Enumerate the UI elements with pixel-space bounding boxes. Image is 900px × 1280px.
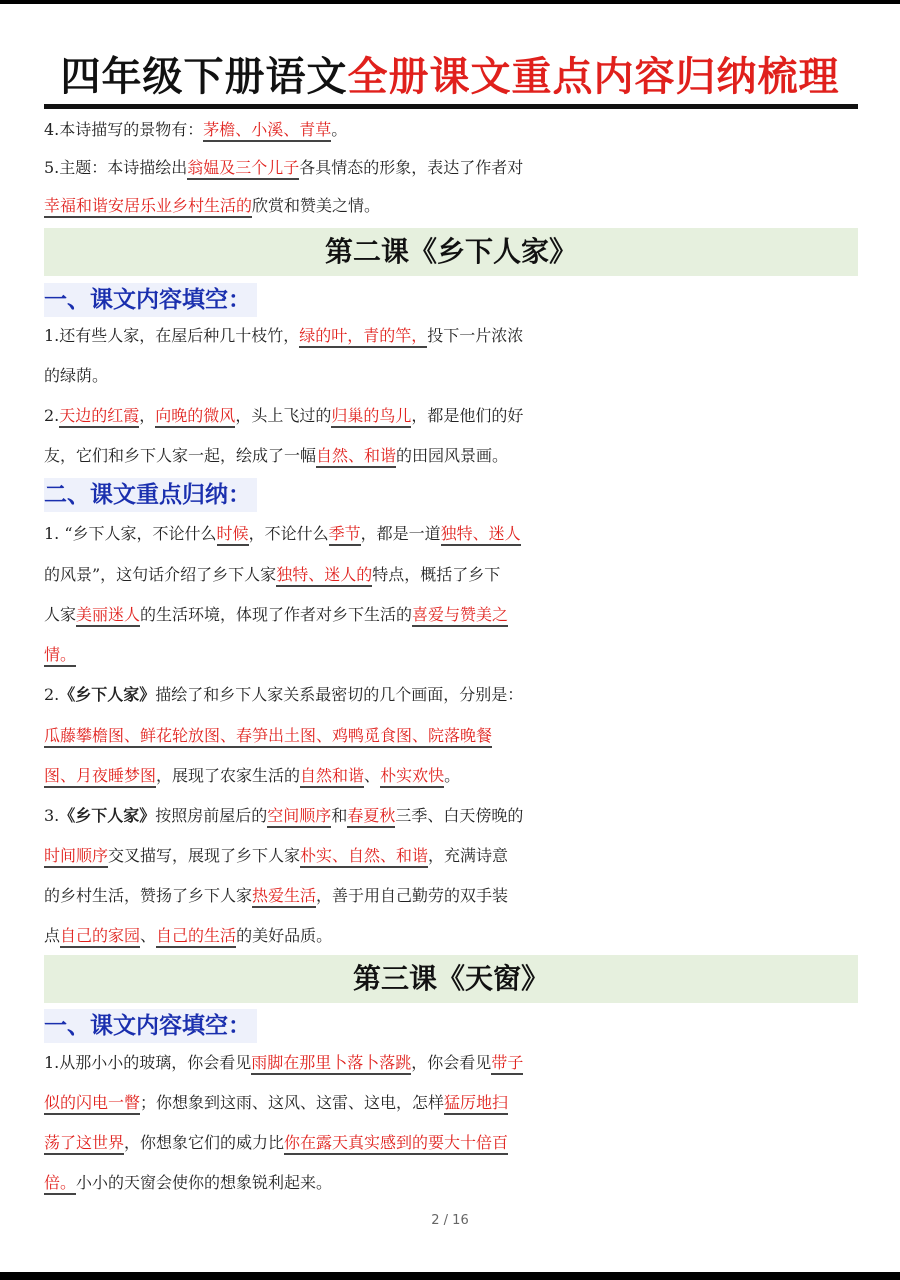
text: 4.本诗描写的景物有： <box>44 120 204 139</box>
text: ；你想象到这雨、这风、这雷、这电，怎样 <box>140 1093 445 1112</box>
answer: 归巢的鸟儿 <box>331 406 411 428</box>
p2-line3 <box>44 758 864 794</box>
answer: 情。 <box>44 645 76 667</box>
text: 各具情态的形象，表达了作者对 <box>299 158 524 177</box>
answer: 空间顺序 <box>267 806 331 828</box>
l3q1-line1 <box>44 1045 864 1081</box>
text: 1.从那小小的玻璃，你会看见 <box>44 1053 252 1072</box>
answer: 带子 <box>491 1053 523 1075</box>
answer: 雨脚在那里卜落卜落跳 <box>251 1053 411 1075</box>
text: 的乡村生活，赞扬了乡下人家 <box>44 886 253 905</box>
q2-line2 <box>44 438 864 474</box>
answer: 自己的家园 <box>60 926 140 948</box>
text: 。 <box>444 766 461 785</box>
p3-line4 <box>44 918 864 954</box>
text: ，不论什么 <box>248 524 329 543</box>
text: ，都是他们的好 <box>411 406 524 425</box>
section-title: 一、课文内容填空： <box>44 1009 257 1043</box>
q2-line1 <box>44 398 864 434</box>
answer: 时间顺序 <box>44 846 108 868</box>
answer: 你在露天真实感到的要大十倍百 <box>284 1133 508 1155</box>
p3-line1 <box>44 798 864 834</box>
text: 交叉描写，展现了乡下人家 <box>108 846 301 865</box>
p1-line2 <box>44 557 864 593</box>
text: 1.还有些人家，在屋后种几十枝竹， <box>44 326 300 345</box>
answer: 热爱生活 <box>252 886 316 908</box>
answer: 朴实、自然、和谐 <box>300 846 428 868</box>
text: ，你会看见 <box>411 1053 492 1072</box>
section-title: 一、课文内容填空： <box>44 283 257 317</box>
answer: 幸福和谐安居乐业乡村生活的 <box>44 196 252 218</box>
text: 的生活环境，体现了作者对乡下生活的 <box>140 605 413 624</box>
lesson-2-header: 第二课《乡下人家》 <box>44 228 858 276</box>
intro-line-4 <box>44 112 864 148</box>
answer: 翁媪及三个儿子 <box>187 158 299 180</box>
book-title: 《乡下人家》 <box>59 685 156 704</box>
p1-line3 <box>44 597 864 633</box>
answer: 春夏秋 <box>347 806 395 828</box>
answer: 独特、迷人 <box>441 524 521 546</box>
text: 欣赏和赞美之情。 <box>252 196 381 215</box>
answer: 时候 <box>217 524 249 546</box>
text: 的田园风景画。 <box>396 446 509 465</box>
answer: 自然和谐 <box>300 766 364 788</box>
text: ，都是一道 <box>360 524 441 543</box>
text: 点 <box>44 926 61 945</box>
text: 的风景”，这句话介绍了乡下人家 <box>44 565 277 584</box>
text: 人家 <box>44 605 77 624</box>
p2-line1 <box>44 677 864 713</box>
title-part-black: 四年级下册语文 <box>60 54 348 100</box>
text: 、 <box>140 926 157 945</box>
text: 的美好品质。 <box>236 926 333 945</box>
section-title: 二、课文重点归纳： <box>44 478 257 512</box>
p2-line2 <box>44 718 864 754</box>
answer: 似的闪电一瞥 <box>44 1093 140 1115</box>
title-underline <box>44 104 858 109</box>
answer: 天边的红霞 <box>59 406 139 428</box>
text: ，充满诗意 <box>428 846 509 865</box>
intro-line-5 <box>44 150 864 186</box>
title-part-red: 全册课文重点内容归纳梳理 <box>347 54 840 100</box>
answer: 荡了这世界 <box>44 1133 124 1155</box>
q1-line1 <box>44 318 864 354</box>
bottom-border <box>0 1272 900 1280</box>
p1-line4 <box>44 637 864 673</box>
answer: 茅檐、小溪、青草 <box>203 120 331 142</box>
text: 2. <box>44 685 60 704</box>
answer: 喜爱与赞美之 <box>412 605 508 627</box>
p1-line1 <box>44 516 864 552</box>
text: 三季、白天傍晚的 <box>395 806 524 825</box>
text: 。 <box>331 120 348 139</box>
text: 的绿荫。 <box>44 366 109 385</box>
q1-line2 <box>44 358 864 394</box>
text: 3. <box>44 806 60 825</box>
p3-line3 <box>44 878 864 914</box>
text: 和 <box>331 806 348 825</box>
answer: 图、月夜睡梦图 <box>44 766 156 788</box>
text: 、 <box>364 766 381 785</box>
text: 5.主题：本诗描绘出 <box>44 158 188 177</box>
text: ，展现了农家生活的 <box>156 766 301 785</box>
text: 小小的天窗会使你的想象锐利起来。 <box>76 1173 333 1192</box>
answer: 瓜藤攀檐图、鲜花轮放图、春笋出土图、鸡鸭觅食图、院落晚餐 <box>44 726 492 748</box>
answer: 倍。 <box>44 1173 76 1195</box>
text: 1. “乡下人家，不论什么 <box>44 524 217 543</box>
text: ，头上飞过的 <box>235 406 332 425</box>
answer: 向晚的微风 <box>155 406 235 428</box>
answer: 美丽迷人 <box>76 605 140 627</box>
text: 按照房前屋后的 <box>155 806 268 825</box>
answer: 自己的生活 <box>156 926 236 948</box>
top-border <box>0 0 900 4</box>
answer: 季节 <box>329 524 361 546</box>
text: ，善于用自己勤劳的双手装 <box>316 886 509 905</box>
text: 投下一片浓浓 <box>427 326 524 345</box>
text: ， <box>139 406 156 425</box>
lesson-3-header: 第三课《天窗》 <box>44 955 858 1003</box>
text: 2. <box>44 406 60 425</box>
answer: 朴实欢快 <box>380 766 444 788</box>
answer: 绿的叶，青的竿， <box>299 326 427 348</box>
answer: 自然、和谐 <box>316 446 396 468</box>
text: 友，它们和乡下人家一起，绘成了一幅 <box>44 446 317 465</box>
book-title: 《乡下人家》 <box>59 806 156 825</box>
page-title <box>0 52 900 102</box>
page-number: 2 / 16 <box>431 1213 469 1228</box>
l3q1-line4 <box>44 1165 864 1201</box>
intro-line-5b <box>44 188 864 224</box>
p3-line2 <box>44 838 864 874</box>
l3q1-line3 <box>44 1125 864 1161</box>
answer: 猛厉地扫 <box>444 1093 508 1115</box>
answer: 独特、迷人的 <box>276 565 372 587</box>
l3q1-line2 <box>44 1085 864 1121</box>
text: 描绘了和乡下人家关系最密切的几个画面，分别是： <box>155 685 524 704</box>
text: 特点，概括了乡下 <box>372 565 501 584</box>
text: ，你想象它们的威力比 <box>124 1133 285 1152</box>
